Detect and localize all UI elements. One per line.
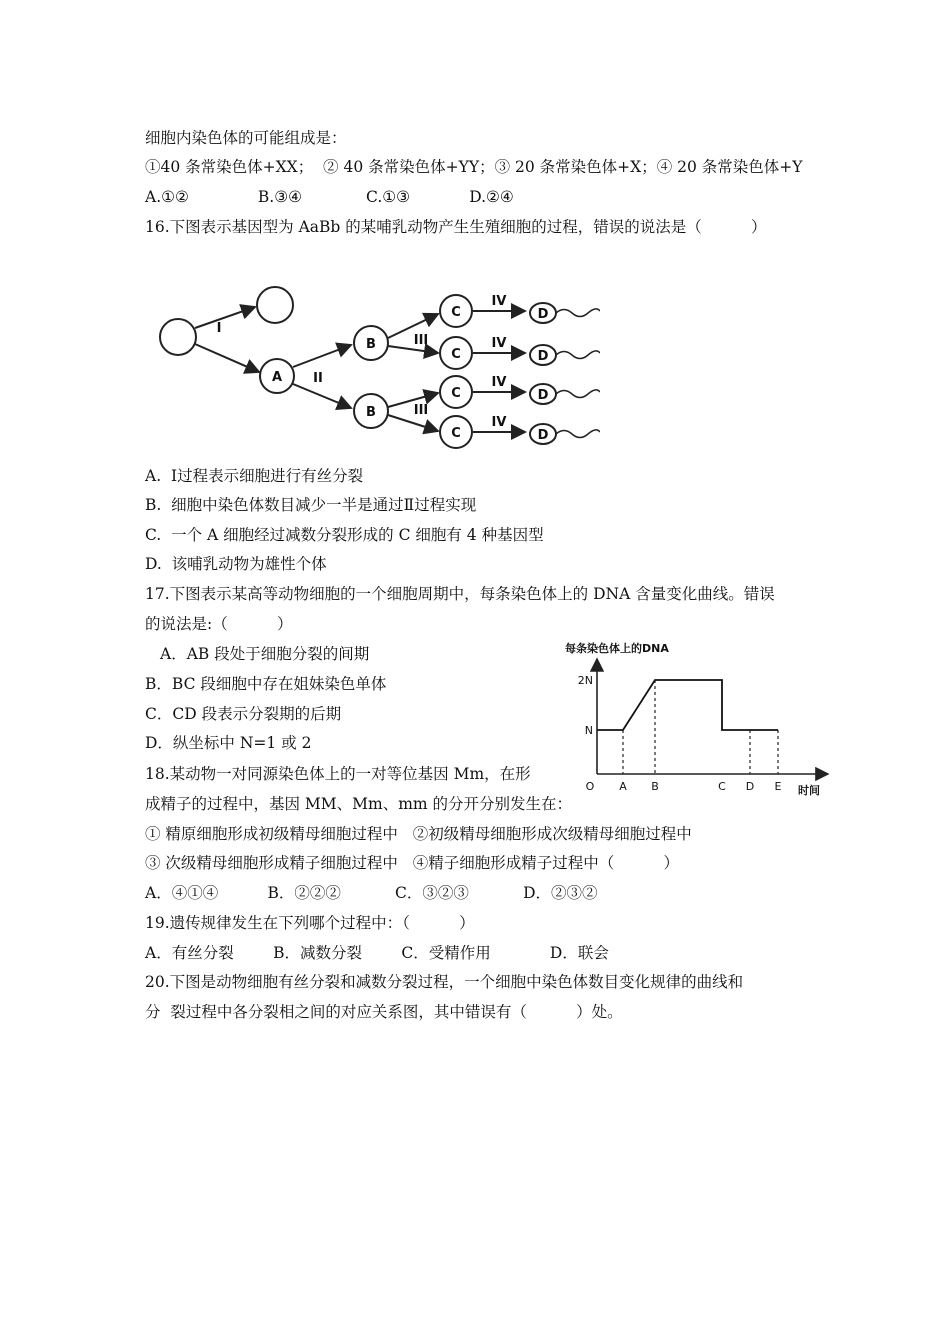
answer-options: A．④①④ B．②②② C．③②③ D．②③② bbox=[145, 884, 598, 902]
x-tick-label: C bbox=[718, 780, 726, 793]
arrow bbox=[195, 307, 255, 328]
option-d: D. 该哺乳动物为雄性个体 bbox=[145, 555, 327, 573]
cell-label: D bbox=[537, 388, 549, 403]
stage-label: IV bbox=[491, 415, 507, 430]
y-tick-label: 2N bbox=[577, 674, 593, 687]
text-line: 细胞内染色体的可能组成是： bbox=[145, 129, 347, 147]
x-tick-label: E bbox=[774, 780, 782, 793]
cell-label: D bbox=[537, 428, 549, 443]
answer-options: A．有丝分裂 B．减数分裂 C．受精作用 D．联会 bbox=[145, 944, 609, 962]
option-b: B. 细胞中染色体数目减少一半是通过Ⅱ过程实现 bbox=[145, 496, 477, 514]
cell-label: C bbox=[451, 305, 461, 320]
cell-label: B bbox=[366, 405, 376, 420]
cell-label: C bbox=[451, 386, 461, 401]
arrow bbox=[293, 384, 351, 408]
option-a: A. Ⅰ过程表示细胞进行有丝分裂 bbox=[145, 467, 364, 485]
option-b: B．BC 段细胞中存在姐妹染色单体 bbox=[145, 675, 387, 693]
question-18-cont: 成精子的过程中，基因 MM、Mm、mm 的分开分别发生在： bbox=[145, 795, 573, 813]
question-17-cont: 的说法是:（ ） bbox=[145, 615, 293, 633]
cell-label: C bbox=[451, 347, 461, 362]
cell-label: B bbox=[366, 337, 376, 352]
stage-label: IV bbox=[491, 375, 507, 390]
question-16: 16.下图表示基因型为 AaBb 的某哺乳动物产生生殖细胞的过程，错误的说法是（ ） bbox=[145, 218, 767, 236]
stage-label: I bbox=[216, 321, 222, 336]
cell-label: D bbox=[537, 349, 549, 364]
cell-label: D bbox=[537, 307, 549, 322]
x-tick-label: B bbox=[651, 780, 659, 793]
question-19: 19.遗传规律发生在下列哪个过程中：（ ） bbox=[145, 914, 475, 932]
arrow bbox=[293, 345, 351, 367]
question-17: 17.下图表示某高等动物细胞的一个细胞周期中，每条染色体上的 DNA 含量变化曲线。错误 bbox=[145, 585, 775, 603]
dna-content-chart bbox=[560, 637, 840, 802]
daughter-cell bbox=[257, 287, 293, 323]
sperm-tail bbox=[556, 309, 600, 317]
cell-label: C bbox=[451, 426, 461, 441]
option-d: D．纵坐标中 N=1 或 2 bbox=[145, 734, 312, 752]
arrow bbox=[195, 344, 259, 372]
answer-options: A.①② B.③④ C.①③ D.②④ bbox=[145, 188, 514, 206]
option-a: A．AB 段处于细胞分裂的间期 bbox=[160, 645, 370, 663]
x-axis-label: 时间 bbox=[798, 784, 820, 797]
text-line: ①40 条常染色体+XX； ② 40 条常染色体+YY；③ 20 条常染色体+X；④ 20 条常染色体+Y bbox=[145, 158, 803, 176]
x-tick-label: A bbox=[619, 780, 627, 793]
x-tick-label: D bbox=[745, 780, 755, 793]
stage-label: III bbox=[413, 333, 429, 348]
parent-cell bbox=[160, 319, 196, 355]
x-tick-label: O bbox=[585, 780, 595, 793]
chart-title: 每条染色体上的DNA bbox=[565, 642, 669, 655]
question-18: 18.某动物一对同源染色体上的一对等位基因 Mm，在形 bbox=[145, 765, 531, 783]
question-20: 20.下图是动物细胞有丝分裂和减数分裂过程，一个细胞中染色体数目变化规律的曲线和 bbox=[145, 973, 744, 991]
option-c: C．CD 段表示分裂期的后期 bbox=[145, 705, 342, 723]
dna-curve bbox=[597, 680, 778, 730]
cell-label: A bbox=[271, 370, 283, 385]
question-20-cont: 分 裂过程中各分裂相之间的对应关系图，其中错误有（ ）处。 bbox=[145, 1003, 623, 1021]
stage-label: IV bbox=[491, 336, 507, 351]
stage-label: III bbox=[413, 403, 429, 418]
options-row: ③ 次级精母细胞形成精子细胞过程中 ④精子细胞形成精子过程中（ ） bbox=[145, 854, 679, 872]
sperm-tail bbox=[556, 351, 600, 359]
options-row: ① 精原细胞形成初级精母细胞过程中 ②初级精母细胞形成次级精母细胞过程中 bbox=[145, 825, 692, 843]
y-tick-label: N bbox=[584, 724, 593, 737]
sperm-tail bbox=[556, 390, 600, 398]
sperm-tail bbox=[556, 430, 600, 438]
option-c: C. 一个 A 细胞经过减数分裂形成的 C 细胞有 4 种基因型 bbox=[145, 526, 544, 544]
stage-label: II bbox=[313, 371, 323, 386]
meiosis-diagram bbox=[155, 278, 600, 453]
stage-label: IV bbox=[491, 294, 507, 309]
